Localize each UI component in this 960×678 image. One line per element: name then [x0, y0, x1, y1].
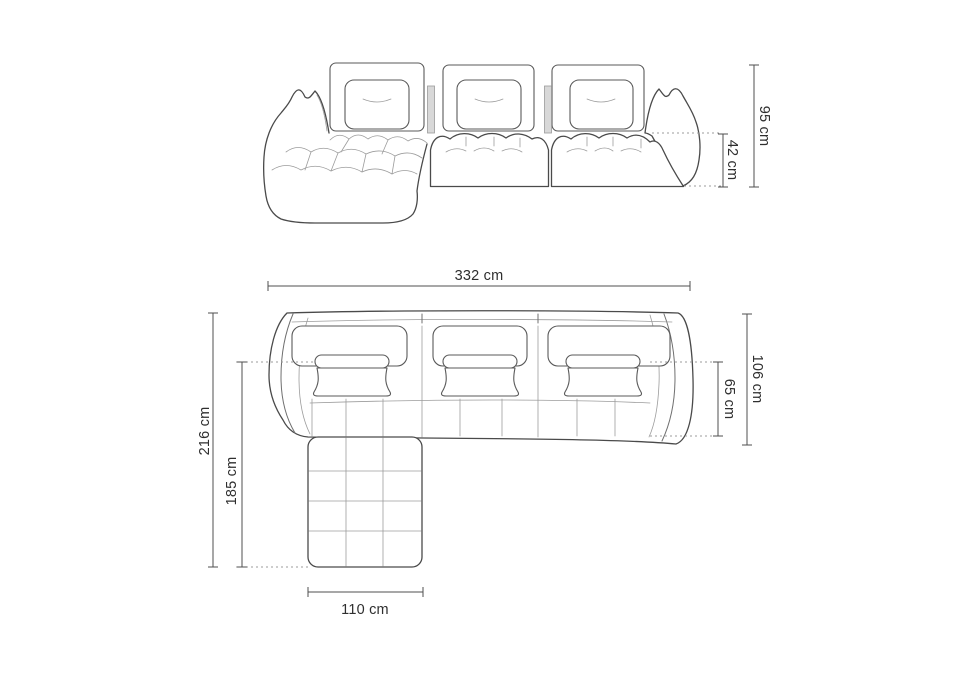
- top-seat-pillow-right: [565, 355, 642, 396]
- back-pillow-right: [570, 80, 633, 129]
- sofa-front-view: [264, 63, 700, 223]
- dimension-chaise-length-label: 185 cm: [223, 456, 240, 506]
- dimension-chaise-width: [308, 587, 423, 597]
- panel-connector-left: [428, 86, 435, 133]
- top-seat-pillow-left: [314, 355, 391, 396]
- sofa-top-view: [269, 311, 693, 567]
- top-seat-pillow-middle: [442, 355, 519, 396]
- dimension-chaise-width-label: 110 cm: [341, 602, 389, 618]
- dimension-seat-depth-label: 65 cm: [721, 378, 738, 420]
- panel-connector-right: [545, 86, 552, 133]
- back-pillow-middle: [457, 80, 521, 129]
- back-pillow-left: [345, 80, 409, 129]
- dimension-total-height-label: 95 cm: [756, 105, 773, 147]
- dimension-total-depth-label: 106 cm: [749, 354, 766, 404]
- dimension-total-length-label: 216 cm: [196, 406, 213, 456]
- top-view-chaise: [308, 437, 422, 567]
- dimension-total-width-label: 332 cm: [454, 268, 504, 284]
- dimension-seat-height-label: 42 cm: [724, 139, 741, 181]
- seat-section-middle: [431, 134, 549, 187]
